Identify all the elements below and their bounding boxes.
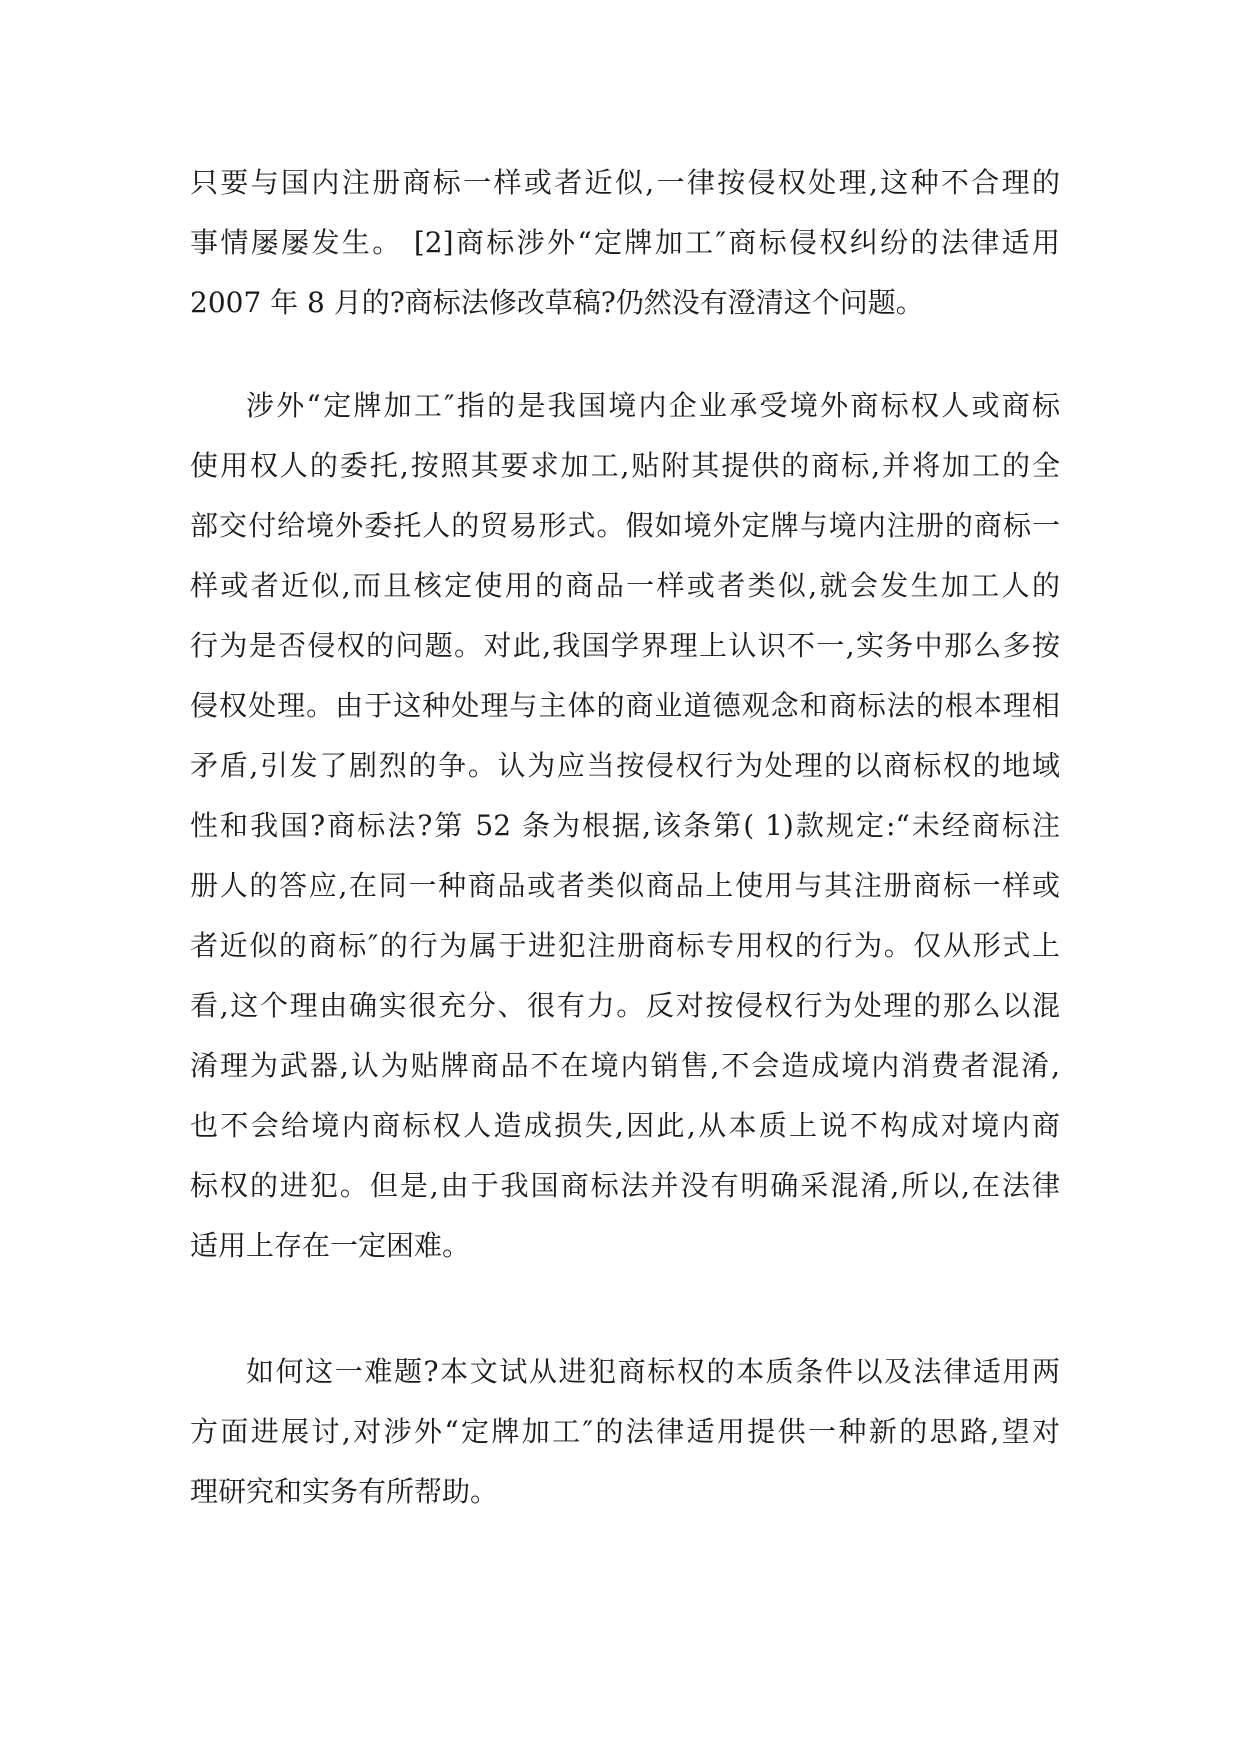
text-line: 者近似的商标″的行为属于进犯注册商标专用权的行为。仅从形式上 [190, 929, 1060, 962]
text-line: 册人的答应,在同一种商品或者类似商品上使用与其注册商标一样或 [190, 869, 1060, 902]
paragraph-1 [190, 153, 1060, 333]
paragraph-3 [190, 1342, 1060, 1522]
paragraph-2 [190, 376, 1060, 1276]
text-line: 理研究和实务有所帮助。 [190, 1475, 499, 1508]
text-line: 只要与国内注册商标一样或者近似,一律按侵权处理,这种不合理的 [190, 166, 1060, 199]
text-line: 部交付给境外委托人的贸易形式。假如境外定牌与境内注册的商标一 [190, 509, 1060, 542]
text-line: 侵权处理。由于这种处理与主体的商业道德观念和商标法的根本理相 [190, 689, 1060, 722]
text-line: 适用上存在一定困难。 [190, 1229, 471, 1262]
text-line: 标权的进犯。但是,由于我国商标法并没有明确采混淆,所以,在法律 [190, 1169, 1060, 1202]
text-line: 行为是否侵权的问题。对此,我国学界理上认识不一,实务中那么多按 [190, 629, 1060, 662]
text-line: 性和我国?商标法?第 52 条为根据,该条第( 1)款规定:“未经商标注 [190, 809, 1060, 842]
text-line: 方面进展讨,对涉外“定牌加工″的法律适用提供一种新的思路,望对 [190, 1415, 1060, 1448]
text-line: 如何这一难题?本文试从进犯商标权的本质条件以及法律适用两 [246, 1355, 1060, 1388]
text-line: 看,这个理由确实很充分、很有力。反对按侵权行为处理的那么以混 [190, 989, 1060, 1022]
text-line: 也不会给境内商标权人造成损失,因此,从本质上说不构成对境内商 [190, 1109, 1060, 1142]
text-line: 淆理为武器,认为贴牌商品不在境内销售,不会造成境内消费者混淆, [190, 1049, 1060, 1082]
text-line: 涉外“定牌加工″指的是我国境内企业承受境外商标权人或商标 [246, 389, 1060, 422]
text-line: 事情屡屡发生。 [2]商标涉外“定牌加工″商标侵权纠纷的法律适用 [190, 226, 1060, 259]
text-line: 2007 年 8 月的?商标法修改草稿?仍然没有澄清这个问题。 [190, 286, 924, 319]
text-line: 使用权人的委托,按照其要求加工,贴附其提供的商标,并将加工的全 [190, 449, 1060, 482]
text-line: 矛盾,引发了剧烈的争。认为应当按侵权行为处理的以商标权的地域 [190, 749, 1060, 782]
text-line: 样或者近似,而且核定使用的商品一样或者类似,就会发生加工人的 [190, 569, 1060, 602]
